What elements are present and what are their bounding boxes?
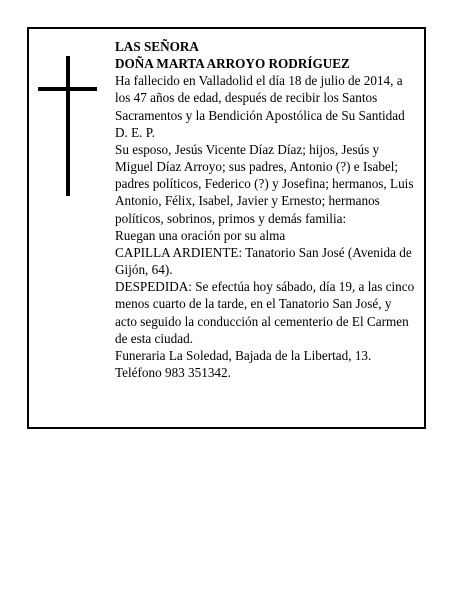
prayer-request: Ruegan una oración por su alma	[115, 227, 286, 243]
funeral-home-info: Funeraria La Soledad, Bajada de la Libertad, 13. Teléfono 983 351342.	[115, 347, 372, 380]
cross-icon	[66, 56, 70, 196]
death-announcement: Ha fallecido en Valladolid el día 18 de julio de 2014, a los 47 años de edad, después de recibir los Santos Sacramentos y la Bendición Apostólica de Su Santidad D. E. P.	[115, 73, 405, 140]
obituary-text	[115, 38, 415, 381]
cross-icon-bar	[38, 87, 97, 91]
family-list: Su esposo, Jesús Vicente Díaz Díaz; hijos, Jesús y Miguel Díaz Arroyo; sus padres, Antonio (?) e Isabel; padres políticos, Federico (?) y Josefina; hermanos, Luis Antonio, Félix, Isabel, Javier y Ernesto; hermanos políticos, sobrinos, primos y demás familia:	[115, 141, 414, 226]
heading-name: DOÑA MARTA ARROYO RODRÍGUEZ	[115, 56, 350, 72]
farewell-info: DESPEDIDA: Se efectúa hoy sábado, día 19, a las cinco menos cuarto de la tarde, en el Tanatorio San José, y acto seguido la conducción al cementerio de El Carmen de esta ciudad.	[115, 279, 415, 346]
chapel-info: CAPILLA ARDIENTE: Tanatorio San José (Avenida de Gijón, 64).	[115, 244, 412, 278]
heading-line-1: LAS SEÑORA	[115, 39, 199, 54]
